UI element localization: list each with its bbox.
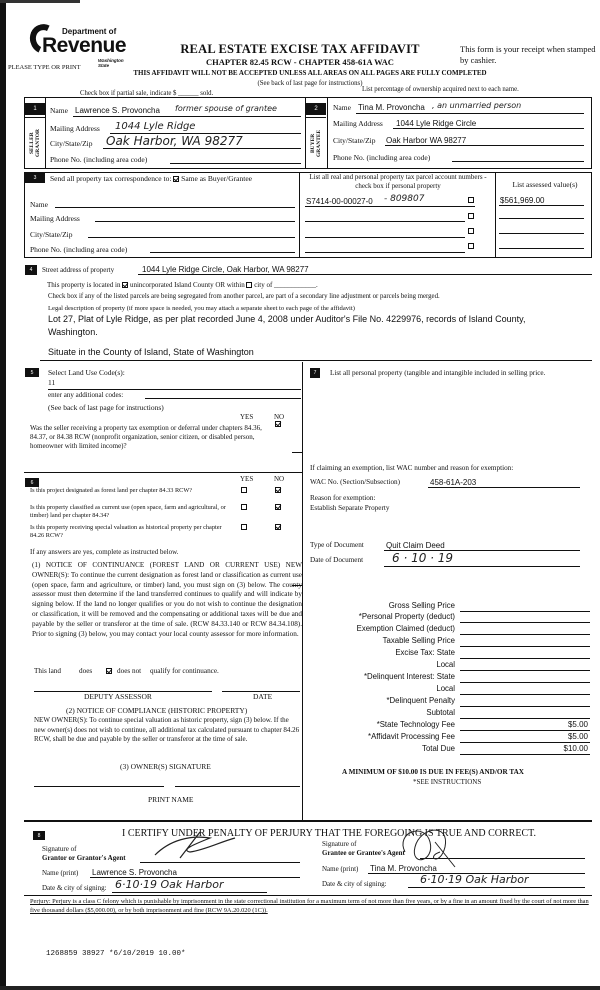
section-2-side-divider xyxy=(327,98,328,168)
affidavit-processing-fee-field[interactable] xyxy=(460,732,590,743)
excise-local-label: Local xyxy=(436,660,455,669)
parcel-value-1: S7414-00-00027-0 xyxy=(306,197,373,206)
personal-property-checkbox-2[interactable] xyxy=(468,213,474,219)
doc-date-value: 6 · 10 · 19 xyxy=(392,551,454,565)
excise-state-field[interactable] xyxy=(460,648,590,659)
please-type: PLEASE TYPE OR PRINT xyxy=(8,64,81,71)
seller-grantor-label: SELLER GRANTOR xyxy=(29,129,41,158)
grantee-signature-label-1: Signature of xyxy=(322,840,357,848)
section-6-yes-header: YES xyxy=(240,475,254,483)
excise-local-field[interactable] xyxy=(460,660,590,671)
section-5-yes-header: YES xyxy=(240,413,254,421)
delinquent-interest-local-label: Local xyxy=(436,684,455,693)
parcel-header: List all real and personal property tax parcel account numbers - check box if personal property xyxy=(309,173,487,190)
exemption-label: If claiming an exemption, list WAC number and reason for exemption: xyxy=(310,464,514,472)
legal-description-line-2: Washington. xyxy=(48,327,98,337)
parcel-field-2[interactable] xyxy=(305,213,465,222)
seller-phone-field[interactable] xyxy=(170,153,301,164)
section-1-side-divider xyxy=(45,98,46,168)
unincorporated-checkbox[interactable] xyxy=(122,282,128,288)
grantor-name-value: Lawrence S. Provoncha xyxy=(92,868,177,877)
current-use-yes-checkbox[interactable] xyxy=(241,504,247,510)
this-land-label: This land xyxy=(34,667,61,675)
personal-property-deduct-label: *Personal Property (deduct) xyxy=(358,612,455,621)
section-7-number: 7 xyxy=(310,368,320,378)
taxable-selling-price-field[interactable] xyxy=(460,636,590,647)
qualify-label: qualify for continuance. xyxy=(150,667,219,675)
corr-phone-field[interactable] xyxy=(150,244,295,253)
legal-description-line-1: Lot 27, Plat of Lyle Ridge, as per plat recorded June 4, 2008 under Auditor's File No. 4229976, records of Island County, xyxy=(48,314,526,324)
section-8-number: 8 xyxy=(33,831,45,840)
historical-no-checkbox[interactable] xyxy=(275,524,281,530)
city-of-label: city of ____________. xyxy=(254,281,318,289)
notice-of-compliance-title: (2) NOTICE OF COMPLIANCE (HISTORIC PROPERTY) xyxy=(66,706,248,715)
send-correspondence-label: Send all property tax correspondence to: xyxy=(50,174,172,183)
if-yes-note: If any answers are yes, complete as instructed below. xyxy=(30,548,179,556)
dor-logo xyxy=(30,22,130,70)
section-3-number: 3 xyxy=(25,173,45,183)
historical-question: Is this property receiving special valuation as historical property per chapter 84.26 RCW? xyxy=(30,524,222,539)
property-location-line xyxy=(47,281,318,289)
forest-land-no-checkbox[interactable] xyxy=(275,487,281,493)
scan-edge-bottom xyxy=(0,986,600,990)
exemption-claimed-field[interactable] xyxy=(460,624,590,635)
section-5-no-header: NO xyxy=(274,413,285,421)
owner-signature-label: (3) OWNER(S) SIGNATURE xyxy=(120,762,211,771)
seller-name-label: Name xyxy=(50,106,68,115)
section-2-number: 2 xyxy=(306,103,326,115)
section-4-underline xyxy=(40,360,592,361)
forest-land-yes-checkbox[interactable] xyxy=(241,487,247,493)
land-use-see-back: (See back of last page for instructions) xyxy=(48,403,164,412)
section-5-bottom xyxy=(24,472,302,473)
completion-warning: THIS AFFIDAVIT WILL NOT BE ACCEPTED UNLESS ALL AREAS ON ALL PAGES ARE FULLY COMPLETED xyxy=(133,69,487,77)
taxable-selling-price-label: Taxable Selling Price xyxy=(382,636,455,645)
gross-selling-price-label: Gross Selling Price xyxy=(388,601,455,610)
print-name-label: PRINT NAME xyxy=(148,795,194,804)
personal-property-label: List all personal property (tangible and intangible included in selling price. xyxy=(330,369,546,377)
total-due-label: Total Due xyxy=(422,744,455,753)
does-not-label: does not xyxy=(117,667,142,675)
owner-signature-line-2[interactable] xyxy=(175,786,300,787)
subtotal-label: Subtotal xyxy=(426,708,455,717)
middle-divider xyxy=(302,362,303,820)
grantee-signature-label-2: Grantee or Grantee's Agent xyxy=(322,849,405,857)
notice-of-continuance: (1) NOTICE OF CONTINUANCE (FOREST LAND OR CURRENT USE) NEW OWNER(S): To continue the current designation as forest land or classification as current use (open space, farm and agriculture, or timber) land, you must sign on (3) below. The county assessor must then determine if the land transferred continues to qualify and will indicate by signing below. If the land no longer qualifies or you do not wish to continue the designation or classification, it will be removed and the compensating or additional taxes will be due and payable by the seller or transferor at the time of sale. (RCW 84.33.140 or RCW 84.34.108). Prior to signing (3) below, you may contact your local county assessor for more information. xyxy=(32,561,302,638)
cashier-stamp: 1268859 38927 *6/10/2019 10.00* xyxy=(46,950,186,958)
section-1-num-divider xyxy=(25,117,45,118)
owner-signature-line-1[interactable] xyxy=(34,786,164,787)
receipt-note: This form is your receipt when stamped by cashier. xyxy=(460,44,596,65)
buyer-name-value: Tina M. Provoncha xyxy=(358,103,425,112)
total-due-field[interactable] xyxy=(460,744,590,755)
section-4-number: 4 xyxy=(25,265,37,275)
notice-of-compliance: NEW OWNER(S): To continue special valuation as historic property, sign (3) below. If the new owner(s) does not wish to continue, all additional tax calculated pursuant to chapter 84.26 RCW, shall be due and payable by the seller or transferor at the time of sale. xyxy=(34,716,300,743)
buyer-mailing-label: Mailing Address xyxy=(333,119,383,128)
assessed-field-2[interactable] xyxy=(499,210,584,219)
scan-edge-left xyxy=(0,0,6,990)
excise-state-label: Excise Tax: State xyxy=(395,648,455,657)
assessed-header: List assessed value(s) xyxy=(512,180,578,189)
does-label: does xyxy=(79,667,93,675)
doc-type-value: Quit Claim Deed xyxy=(386,541,445,550)
delinquent-penalty-label: *Delinquent Penalty xyxy=(386,696,455,705)
forest-land-question: Is this project designated as forest land per chapter 84.33 RCW? xyxy=(30,487,193,494)
section-2-num-divider xyxy=(306,117,326,118)
grantor-name-label: Name (print) xyxy=(42,869,79,877)
section-8-top xyxy=(24,820,592,822)
grantor-date-value: 6·10·19 Oak Harbor xyxy=(115,878,224,891)
grantor-signature xyxy=(150,830,240,860)
minimum-due-note: A MINIMUM OF $10.00 IS DUE IN FEE(S) AND/OR TAX xyxy=(342,768,524,776)
historical-yes-checkbox[interactable] xyxy=(241,524,247,530)
assessed-field-3[interactable] xyxy=(499,225,584,234)
parcel-handwritten-1: - 809807 xyxy=(384,194,425,204)
grantor-signature-label-1: Signature of xyxy=(42,845,77,853)
state-technology-fee-value: $5.00 xyxy=(567,720,588,729)
affidavit-processing-fee-value: $5.00 xyxy=(567,732,588,741)
corr-city-label: City/State/Zip xyxy=(30,230,73,239)
personal-property-checkbox-4[interactable] xyxy=(468,243,474,249)
exemption-claimed-label: Exemption Claimed (deduct) xyxy=(356,624,455,633)
perjury-notice: Perjury: Perjury is a class C felony which is punishable by imprisonment in the state correctional institution for a maximum term of not more than five years, or by a fine in an amount fixed by the court of not more than five thousand dollars ($5,000.00), or by both imprisonment and fine (RCW 9A.20.020 (1C)). xyxy=(30,898,589,914)
grantee-date-label: Date & city of signing: xyxy=(322,880,387,888)
seller-name-value: Lawrence S. Provoncha xyxy=(75,106,160,115)
deputy-assessor-label: DEPUTY ASSESSOR xyxy=(84,692,152,701)
buyer-name-handwritten: , an unmarried person xyxy=(432,101,522,110)
parcel-field-4[interactable] xyxy=(305,244,465,253)
delinquent-penalty-field[interactable] xyxy=(460,696,590,707)
seller-city-label: City/State/Zip xyxy=(50,139,93,148)
current-use-no-checkbox[interactable] xyxy=(275,504,281,510)
see-instructions-note: *SEE INSTRUCTIONS xyxy=(413,778,482,786)
logo-state: Washington State xyxy=(98,58,124,68)
does-not-checkbox[interactable] xyxy=(106,668,112,674)
additional-codes-field[interactable] xyxy=(145,390,301,399)
corr-phone-label: Phone No. (including area code) xyxy=(30,245,128,254)
street-address-value: 1044 Lyle Ridge Circle, Oak Harbor, WA 98277 xyxy=(142,265,309,274)
same-as-buyer-checkbox[interactable] xyxy=(173,176,179,182)
wac-value: 458-61A-203 xyxy=(430,478,477,487)
state-technology-fee-field[interactable] xyxy=(460,720,590,731)
corr-mailing-label: Mailing Address xyxy=(30,214,80,223)
scan-edge-top xyxy=(0,0,80,3)
assessed-value-1: $561,969.00 xyxy=(500,196,545,205)
section-8-bottom xyxy=(24,895,592,896)
assessor-date-label: DATE xyxy=(253,692,273,701)
land-use-value: 11 xyxy=(48,378,56,387)
unincorporated-label: unincorporated Island County OR within xyxy=(129,281,245,289)
located-label: This property is located in xyxy=(47,281,121,289)
section-6-number: 6 xyxy=(25,478,39,487)
buyer-city-label: City/State/Zip xyxy=(333,136,376,145)
exemption-question: Was the seller receiving a property tax exemption or deferral under chapters 84.36, 84.37, or 84.38 RCW (nonprofit organization, senior citizen, or disabled person, homeowner with limited income)? xyxy=(30,424,262,450)
personal-property-checkbox-3[interactable] xyxy=(468,228,474,234)
certify-statement: I CERTIFY UNDER PENALTY OF PERJURY THAT THE FOREGOING IS TRUE AND CORRECT. xyxy=(122,828,536,839)
wac-label: WAC No. (Section/Subsection) xyxy=(310,478,401,486)
seller-mailing-label: Mailing Address xyxy=(50,124,100,133)
section-7-tick-2 xyxy=(292,585,302,586)
gross-selling-price-field[interactable] xyxy=(460,600,590,612)
section-7-tick xyxy=(292,452,302,453)
subtotal-field[interactable] xyxy=(460,708,590,719)
seller-phone-label: Phone No. (including area code) xyxy=(50,155,148,164)
reason-label: Reason for exemption: xyxy=(310,494,376,502)
buyer-city-value: Oak Harbor WA 98277 xyxy=(386,136,467,145)
seller-name-handwritten: former spouse of grantee xyxy=(175,104,277,113)
delinquent-interest-local-field[interactable] xyxy=(460,684,590,695)
parcel-field-3[interactable] xyxy=(305,229,465,238)
grantor-date-label: Date & city of signing: xyxy=(42,884,107,892)
additional-codes-label: enter any additional codes: xyxy=(48,391,124,399)
form-subtitle: CHAPTER 82.45 RCW - CHAPTER 458-61A WAC xyxy=(206,57,394,67)
street-address-label: Street address of property xyxy=(42,266,115,274)
form-title: REAL ESTATE EXCISE TAX AFFIDAVIT xyxy=(180,42,420,56)
state-technology-fee-label: *State Technology Fee xyxy=(376,720,455,729)
grantor-signature-label-2: Grantor or Grantor's Agent xyxy=(42,854,126,862)
logo-department: Department of xyxy=(62,27,117,36)
situate-line: Situate in the County of Island, State of Washington xyxy=(48,347,254,357)
grantee-name-label: Name (print) xyxy=(322,865,359,873)
affidavit-processing-fee-label: *Affidavit Processing Fee xyxy=(368,732,455,741)
segregated-note: Check box if any of the listed parcels are being segregated from another parcel, are part of a secondary line adjustment or parcels being merged. xyxy=(48,293,440,300)
corr-city-field[interactable] xyxy=(88,228,295,238)
total-due-value: $10.00 xyxy=(563,744,588,753)
doc-type-label: Type of Document xyxy=(310,541,364,549)
seller-mailing-value: 1044 Lyle Ridge xyxy=(115,121,196,132)
doc-date-label: Date of Document xyxy=(310,556,364,564)
buyer-phone-label: Phone No. (including area code) xyxy=(333,153,431,162)
land-use-label: Select Land Use Code(s): xyxy=(48,368,125,377)
section-5-number: 5 xyxy=(25,368,39,377)
see-back-note: (See back of last page for instructions) xyxy=(257,80,363,87)
personal-property-checkbox-1[interactable] xyxy=(468,197,474,203)
personal-property-deduct-field[interactable] xyxy=(460,612,590,623)
grantee-name-value: Tina M. Provoncha xyxy=(370,864,437,873)
buyer-name-label: Name xyxy=(333,103,351,112)
buyer-grantee-label: BUYER GRANTEE xyxy=(310,129,322,157)
section-6-no-header: NO xyxy=(274,475,285,483)
legal-description-label: Legal description of property (if more space is needed, you may attach a separate sheet to each page of the affidavit) xyxy=(48,305,355,312)
corr-name-label: Name xyxy=(30,200,48,209)
current-use-question: Is this property classified as current use (open space, farm and agricultural, or timber) land per chapter 84.34? xyxy=(30,504,226,519)
grantee-date-value: 6·10·19 Oak Harbor xyxy=(420,873,529,886)
buyer-phone-field[interactable] xyxy=(452,151,584,162)
send-correspondence xyxy=(50,174,252,183)
same-as-buyer-label: Same as Buyer/Grantee xyxy=(181,174,252,183)
reason-value: Establish Separate Property xyxy=(310,504,390,512)
corr-mailing-field[interactable] xyxy=(95,212,295,222)
correspondence-divider xyxy=(299,172,300,258)
section-1-number: 1 xyxy=(25,103,45,115)
exemption-no-checkbox[interactable] xyxy=(275,421,281,427)
delinquent-interest-state-field[interactable] xyxy=(460,672,590,683)
buyer-mailing-value: 1044 Lyle Ridge Circle xyxy=(396,119,477,128)
city-checkbox[interactable] xyxy=(246,282,252,288)
corr-name-field[interactable] xyxy=(55,198,295,208)
assessed-field-4[interactable] xyxy=(499,240,584,249)
delinquent-interest-state-label: *Delinquent Interest: State xyxy=(363,672,455,681)
partial-sale-note: Check box if partial sale, indicate $ ______ sold. xyxy=(80,90,214,97)
logo-revenue: Revenue xyxy=(42,34,127,57)
ownership-note: List percentage of ownership acquired next to each name. xyxy=(362,86,519,93)
assessed-divider xyxy=(495,172,496,258)
seller-city-value: Oak Harbor, WA 98277 xyxy=(106,134,243,148)
